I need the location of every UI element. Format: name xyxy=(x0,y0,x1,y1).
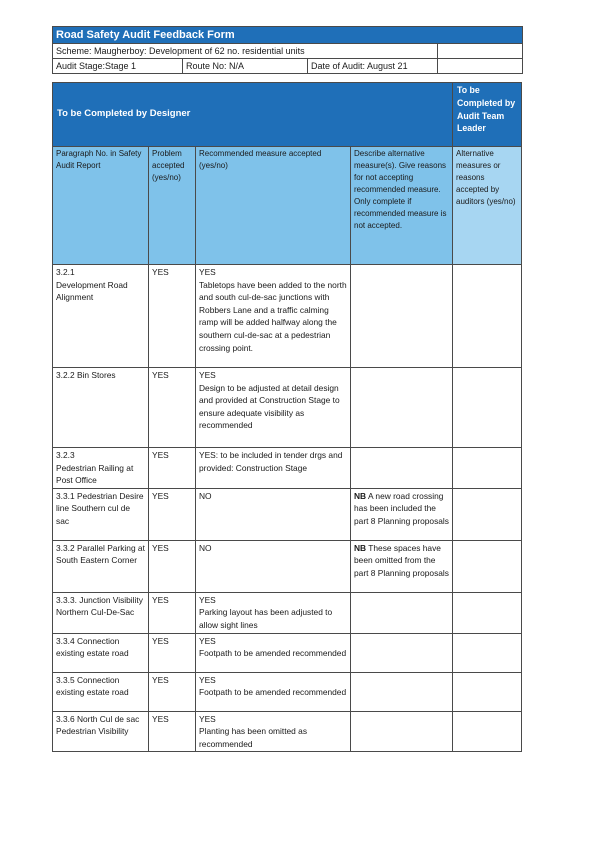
auditor-cell xyxy=(453,711,522,752)
paragraph-cell: 3.3.4 Connection existing estate road xyxy=(53,633,149,672)
measure-detail: Planting has been omitted as recommended xyxy=(199,726,308,749)
measure-answer: YES xyxy=(199,635,216,646)
audit-stage-field: Audit Stage:Stage 1 xyxy=(53,59,183,74)
route-no-field: Route No: N/A xyxy=(183,59,308,74)
alternative-cell xyxy=(351,592,453,633)
alternative-cell xyxy=(351,448,453,489)
paragraph-cell: 3.3.1 Pedestrian Desire line Southern cul de sac xyxy=(53,488,149,540)
measure-cell: YES: to be included in tender drgs and provided: Construction Stage xyxy=(196,448,351,489)
table-row xyxy=(53,633,522,672)
alternative-cell xyxy=(351,711,453,752)
date-of-audit-field: Date of Audit: August 21 xyxy=(308,59,438,74)
column-header-problem-accepted: Problem accepted (yes/no) xyxy=(149,147,196,265)
problem-accepted-cell: YES xyxy=(149,368,196,448)
alternative-cell xyxy=(351,368,453,448)
measure-answer: YES xyxy=(199,594,216,605)
paragraph-cell: 3.2.2 Bin Stores xyxy=(53,368,149,448)
table-row xyxy=(53,711,522,752)
problem-accepted-cell: YES xyxy=(149,711,196,752)
alternative-cell xyxy=(351,672,453,711)
measure-detail: Footpath to be amended recommended xyxy=(199,648,347,659)
column-header-auditor-acceptance: Alternative measures or reasons accepted by auditors (yes/no) xyxy=(453,147,522,265)
stage-blank-cell xyxy=(438,59,523,74)
measure-answer: YES xyxy=(199,674,216,685)
auditor-cell xyxy=(453,540,522,592)
paragraph-cell xyxy=(53,448,149,489)
alternative-text: These spaces have been omitted from the part 8 Planning proposals xyxy=(354,542,449,579)
column-header-row xyxy=(53,147,522,265)
table-row xyxy=(53,368,522,448)
auditor-cell xyxy=(453,448,522,489)
paragraph-cell: 3.3.3. Junction Visibility Northern Cul-De-Sac xyxy=(53,592,149,633)
nb-marker: NB xyxy=(354,490,367,501)
table-row xyxy=(53,488,522,540)
alternative-cell xyxy=(351,540,453,592)
alternative-cell xyxy=(351,265,453,368)
auditor-cell xyxy=(453,368,522,448)
table-row xyxy=(53,448,522,489)
auditor-cell xyxy=(453,633,522,672)
auditor-cell xyxy=(453,592,522,633)
table-row xyxy=(53,540,522,592)
section-header-row xyxy=(53,83,522,147)
paragraph-cell: 3.3.2 Parallel Parking at South Eastern Corner xyxy=(53,540,149,592)
column-header-alternative-measures: Describe alternative measure(s). Give reasons for not accepting recommended measure. Only complete if recommended measure is not accepted. xyxy=(351,147,453,265)
table-row xyxy=(53,672,522,711)
measure-answer: YES xyxy=(199,370,216,380)
auditor-cell xyxy=(453,265,522,368)
paragraph-cell: 3.3.6 North Cul de sac Pedestrian Visibility xyxy=(53,711,149,752)
problem-accepted-cell: YES xyxy=(149,540,196,592)
nb-marker: NB xyxy=(354,542,367,553)
table-row xyxy=(53,592,522,633)
measure-answer: YES xyxy=(199,713,216,724)
measure-cell xyxy=(196,672,351,711)
measure-cell xyxy=(196,592,351,633)
measure-detail: Tabletops have been added to the north and south cul-de-sac junctions with Robbers Lane and a traffic calming ramp will be added halfway along the southern cul-de-sac at a pedestrian crossing point. xyxy=(199,279,347,353)
measure-cell xyxy=(196,633,351,672)
designer-section-header: To be Completed by Designer xyxy=(53,83,453,147)
form-title: Road Safety Audit Feedback Form xyxy=(53,27,523,44)
paragraph-number: 3.2.3 xyxy=(56,450,75,460)
paragraph-cell xyxy=(53,265,149,368)
problem-accepted-cell: YES xyxy=(149,488,196,540)
auditor-cell xyxy=(453,488,522,540)
scheme-blank-cell xyxy=(438,44,523,59)
paragraph-title: Development Road Alignment xyxy=(56,279,128,303)
measure-cell: NO xyxy=(196,540,351,592)
measure-cell xyxy=(196,368,351,448)
alternative-cell xyxy=(351,633,453,672)
column-header-paragraph: Paragraph No. in Safety Audit Report xyxy=(53,147,149,265)
problem-accepted-cell: YES xyxy=(149,592,196,633)
form-header-table xyxy=(52,26,523,74)
auditor-cell xyxy=(453,672,522,711)
feedback-table xyxy=(52,82,522,752)
measure-cell xyxy=(196,711,351,752)
measure-detail: Design to be adjusted at detail design and provided at Construction Stage to ensure adequate visibility as recommended xyxy=(199,382,340,431)
paragraph-title: Pedestrian Railing at Post Office xyxy=(56,462,134,486)
measure-answer: YES xyxy=(199,267,216,277)
paragraph-cell: 3.3.5 Connection existing estate road xyxy=(53,672,149,711)
problem-accepted-cell: YES xyxy=(149,672,196,711)
problem-accepted-cell: YES xyxy=(149,633,196,672)
measure-cell: NO xyxy=(196,488,351,540)
scheme-field: Scheme: Maugherboy: Development of 62 no. residential units xyxy=(53,44,438,59)
leader-section-header: To be Completed by Audit Team Leader xyxy=(453,83,522,147)
problem-accepted-cell: YES xyxy=(149,448,196,489)
alternative-text: A new road crossing has been included the part 8 Planning proposals xyxy=(354,490,449,527)
paragraph-number: 3.2.1 xyxy=(56,267,75,277)
measure-detail: Footpath to be amended recommended xyxy=(199,687,347,698)
column-header-measure-accepted: Recommended measure accepted (yes/no) xyxy=(196,147,351,265)
measure-detail: Parking layout has been adjusted to allow sight lines xyxy=(199,607,333,631)
alternative-cell xyxy=(351,488,453,540)
problem-accepted-cell: YES xyxy=(149,265,196,368)
table-row xyxy=(53,265,522,368)
measure-cell xyxy=(196,265,351,368)
